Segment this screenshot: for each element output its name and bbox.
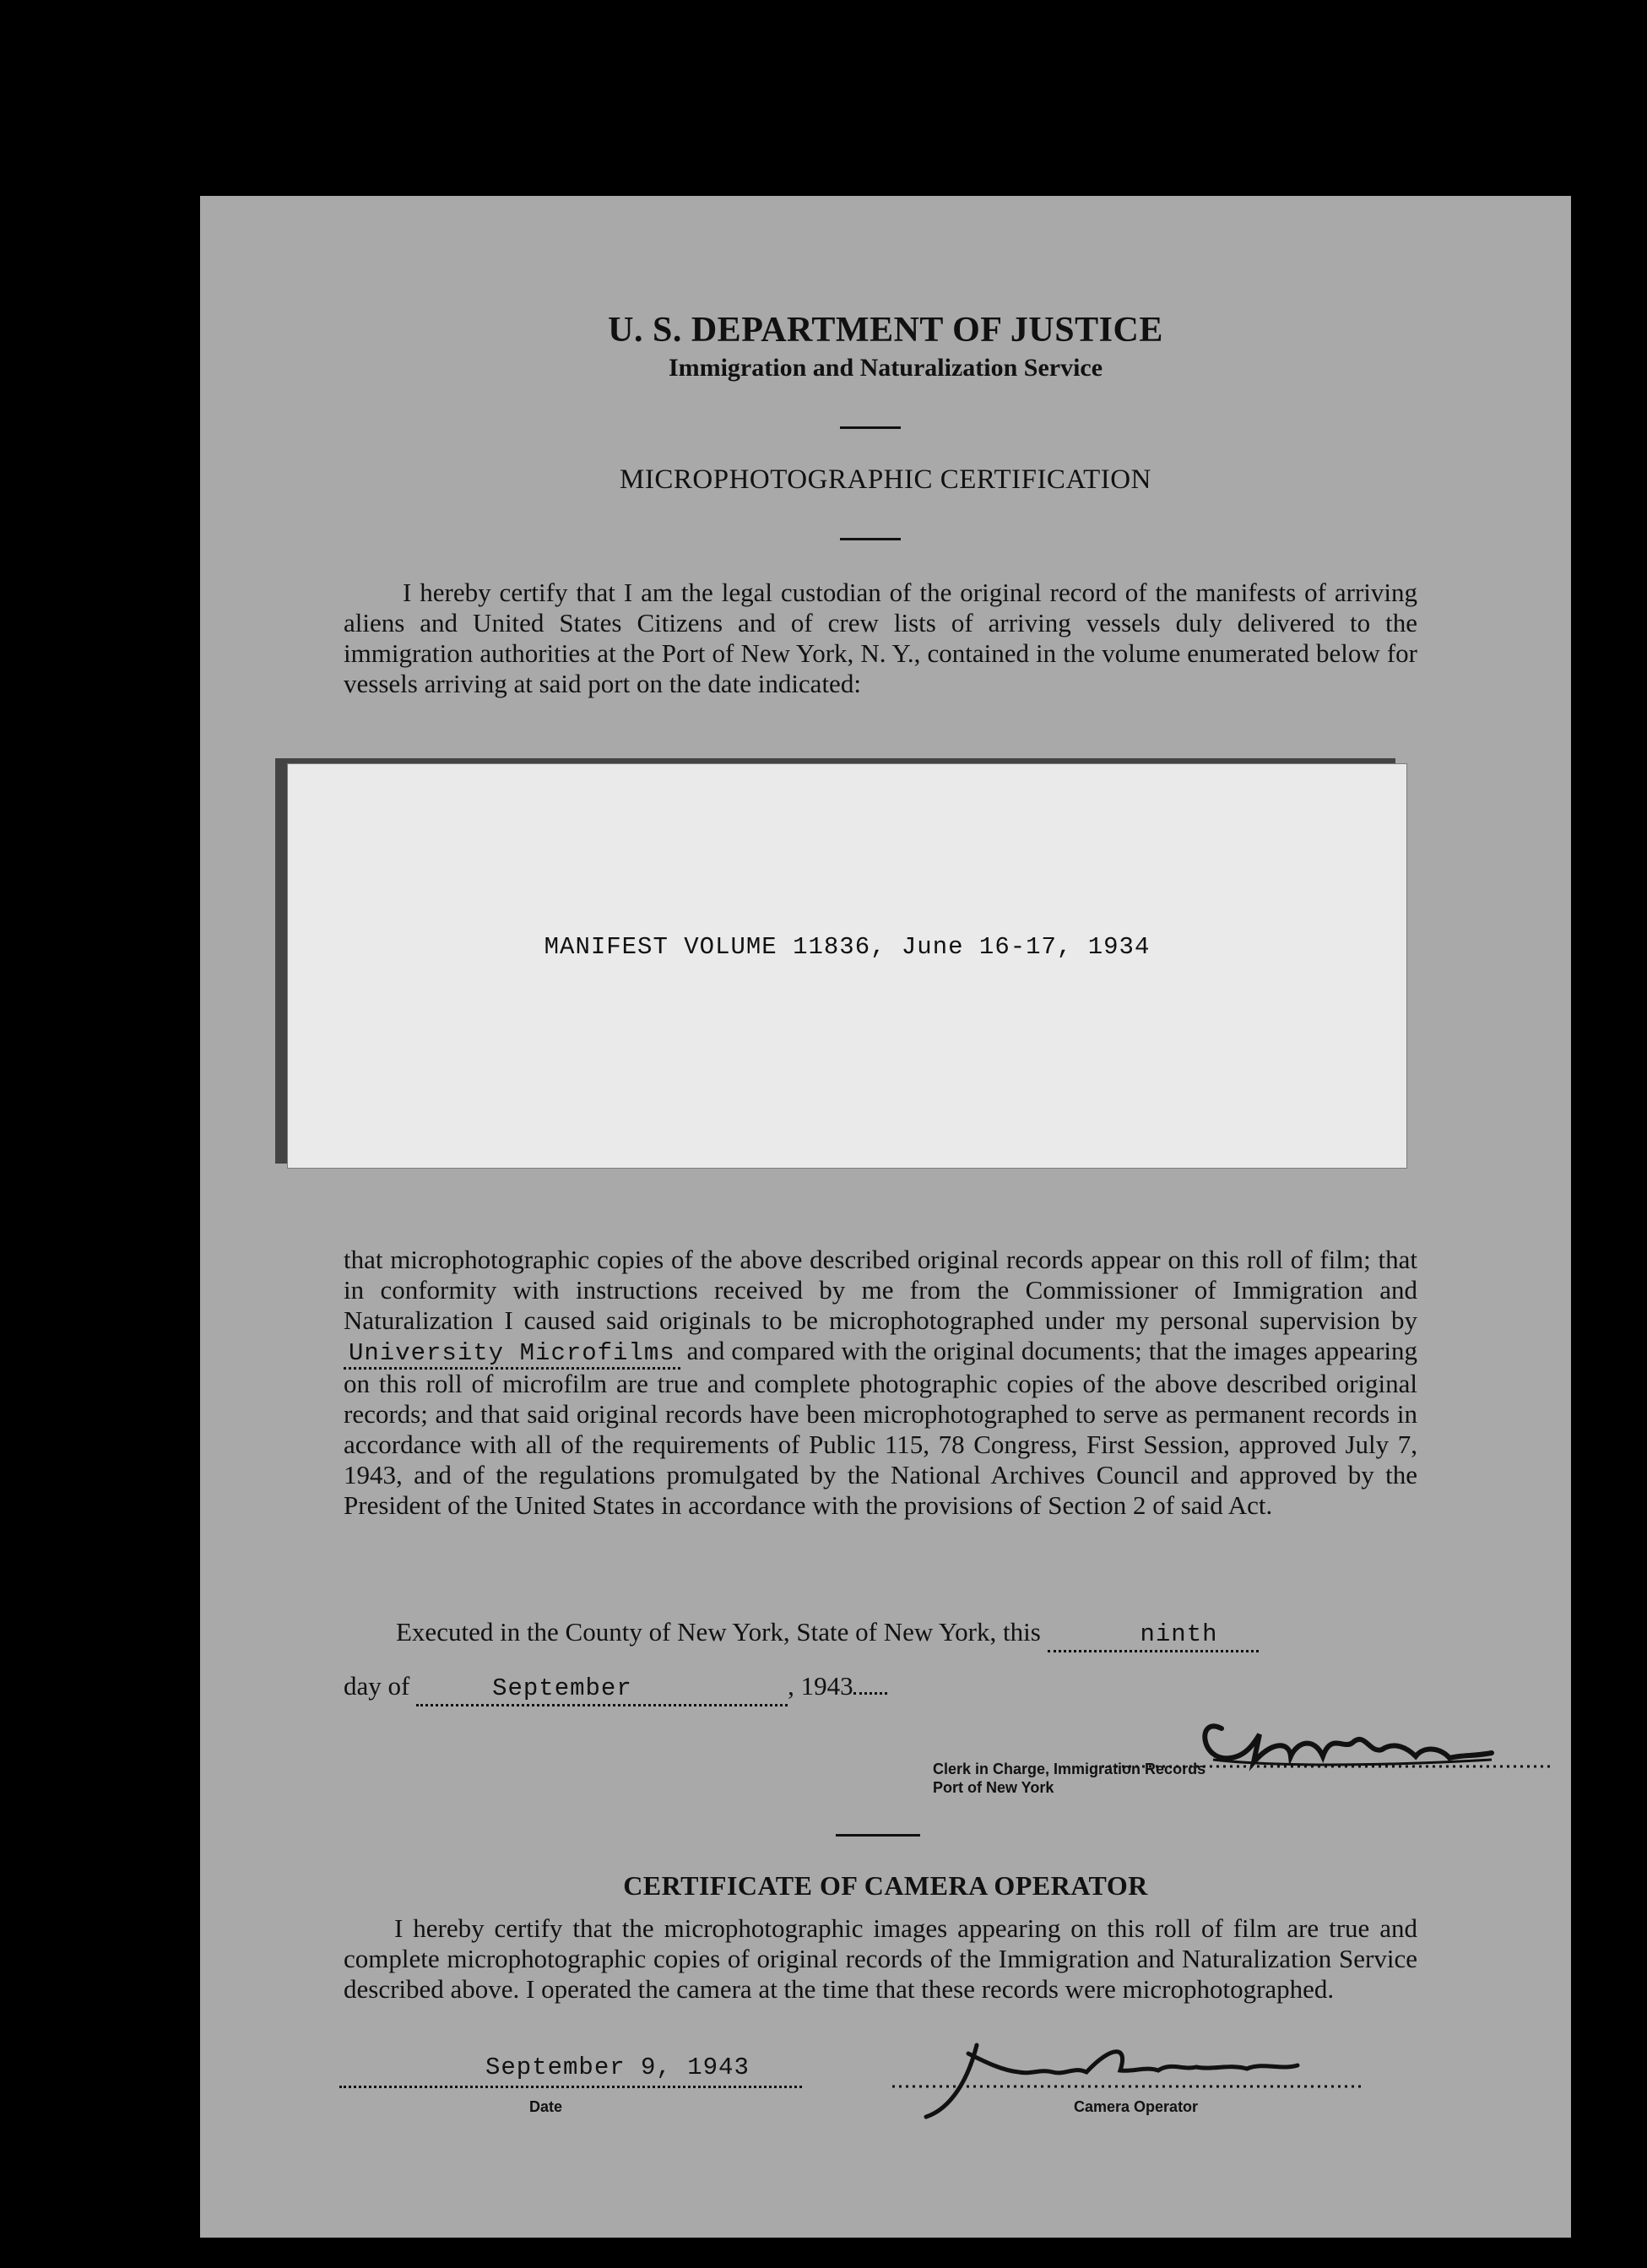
camera-date-label: Date: [529, 2098, 563, 2115]
executed-prefix: Executed in the County of New York, State of New York, this: [396, 1617, 1041, 1647]
executed-day-value: ninth: [1140, 1620, 1218, 1648]
divider-rule-1: [840, 426, 901, 429]
certification-body: [344, 1245, 1417, 1521]
microfilmed-by-field: University Microfilms: [344, 1339, 680, 1370]
intro-paragraph: I hereby certify that I am the legal custodian of the original record of the manifests of arriving aliens and United States Citizens and of crew lists of arriving vessels duly delivered to the immigration authorities at the Port of New York, N. Y., contained in the volume enumerated below for vessels arriving at said port on the date indicated:: [344, 578, 1417, 698]
divider-rule-3: [836, 1834, 920, 1837]
execution-line: [344, 1617, 1417, 1652]
manifest-volume-label: MANIFEST VOLUME 11836, June 16-17, 1934: [544, 933, 1151, 961]
camera-date-line: [339, 2086, 802, 2088]
clerk-title-line2: Port of New York: [933, 1779, 1054, 1796]
section-title: MICROPHOTOGRAPHIC CERTIFICATION: [620, 464, 1151, 495]
executed-day-field: [1048, 1620, 1259, 1652]
service-subtitle: Immigration and Naturalization Service: [668, 354, 1103, 382]
department-title: U. S. DEPARTMENT OF JUSTICE: [608, 311, 1163, 350]
camera-operator-title: CERTIFICATE OF CAMERA OPERATOR: [623, 1870, 1148, 1901]
manifest-volume-card: [287, 763, 1407, 1169]
body-before-field: that microphotographic copies of the above described original records appear on this roll of film; that in conformity with instructions received by me from the Commissioner of Immigration and Naturalization I caused said originals to be microphotographed under my personal supervision by: [344, 1245, 1417, 1335]
body-after-field: and compared with the original documents; that the images appearing on this roll of microfilm are true and complete photographic copies of the above described original records; and that said original records have been microphotographed to serve as permanent records in accordance with all of the requirements of Public 115, 78 Congress, First Session, approved July 7, 1943, and of the regulations promulgated by the National Archives Council and approved by the President of the United States in accordance with the provisions of Section 2 of said Act.: [344, 1336, 1418, 1520]
year-dots: [853, 1692, 887, 1695]
executed-month-value: September: [492, 1674, 632, 1702]
camera-operator-label: Camera Operator: [1074, 2098, 1199, 2115]
clerk-title: [933, 1760, 1205, 1797]
executed-month-field: [416, 1674, 788, 1706]
divider-rule-2: [840, 538, 901, 540]
day-of-label: day of: [344, 1671, 410, 1701]
clerk-title-line1: Clerk in Charge, Immigration Records: [933, 1761, 1206, 1777]
year-label: , 1943: [788, 1671, 853, 1701]
camera-operator-statement: I hereby certify that the microphotographic images appearing on this roll of film are true and complete microphotographic copies of original records of the Immigration and Naturalization Service described above. I operated the camera at the time that these records were microphotographed.: [344, 1913, 1417, 2004]
certificate-sheet: [200, 196, 1571, 2238]
camera-date-value: September 9, 1943: [485, 2054, 750, 2081]
